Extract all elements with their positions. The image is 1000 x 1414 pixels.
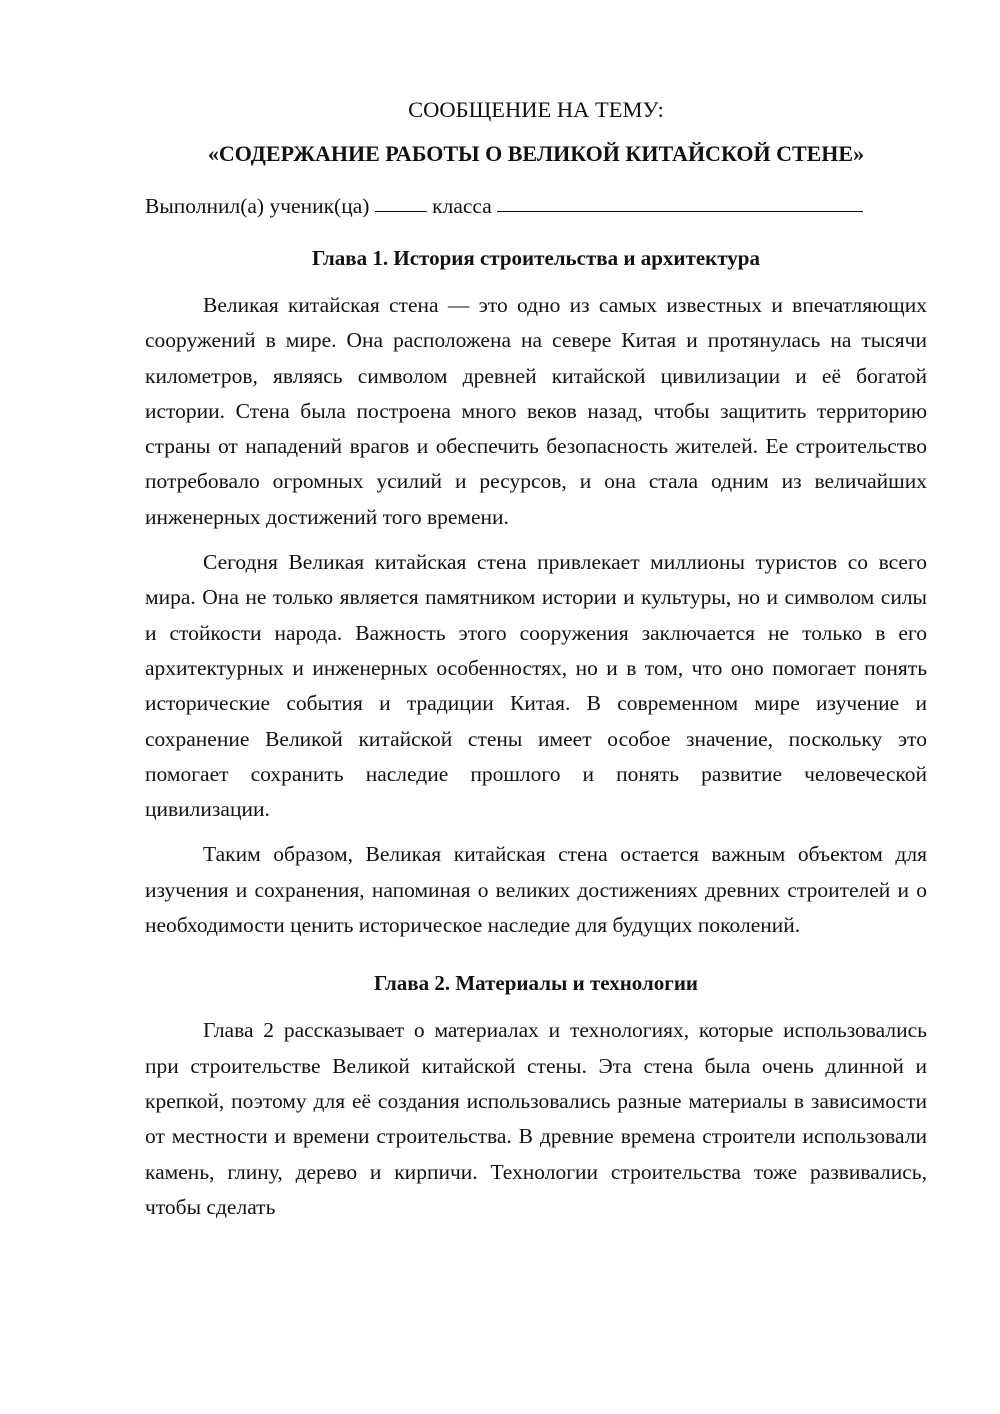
document-title: «СОДЕРЖАНИЕ РАБОТЫ О ВЕЛИКОЙ КИТАЙСКОЙ СТЕНЕ» (207, 141, 865, 166)
chapter-1-paragraph: Таким образом, Великая китайская стена остается важным объектом для изучения и сохранения, напоминая о великих достижениях древних строителей и о необходимости ценить историческое наследие для будущих поколений. (145, 842, 927, 938)
author-middle: класса (426, 194, 498, 218)
chapter-1-paragraph: Сегодня Великая китайская стена привлекает миллионы туристов со всего мира. Она не только является памятником истории и культуры, но и символом силы и стойкости народа. Важность этого сооружения заключается не только в его архитектурных и инженерных особенностях, но и в том, что оно помогает понять исторические события и традиции Китая. В современном мире изучение и сохранение Великой китайской стены имеет особое значение, поскольку это помогает сохранить наследие прошлого и понять развитие человеческой цивилизации. (145, 550, 927, 822)
class-blank (375, 211, 427, 212)
title-line-1: СООБЩЕНИЕ НА ТЕМУ: (408, 97, 664, 122)
author-line (145, 188, 927, 224)
chapter-1-paragraph: Великая китайская стена — это одно из самых известных и впечатляющих сооружений в мире. Она расположена на севере Китая и протянулась на тысячи километров, являясь символом древней китайской цивилизации и её богатой истории. Стена была построена много веков назад, чтобы защитить территорию страны от нападений врагов и обеспечить безопасность жителей. Ее строительство потребовало огромных усилий и ресурсов, и она стала одним из величайших инженерных достижений того времени. (145, 293, 927, 529)
document-content (145, 92, 927, 1225)
chapter-1-heading: Глава 1. История строительства и архитектура (312, 246, 760, 270)
name-blank (497, 211, 863, 212)
chapter-2-paragraph: Глава 2 рассказывает о материалах и технологиях, которые использовались при строительстве Великой китайской стены. Эта стена была очень длинной и крепкой, поэтому для её создания использовались разные материалы в зависимости от местности и времени строительства. В древние времена строители использовали камень, глину, дерево и кирпичи. Технологии строительства тоже развивались, чтобы сделать (145, 1018, 927, 1219)
author-prefix: Выполнил(а) ученик(ца) (145, 194, 375, 218)
chapter-2-heading: Глава 2. Материалы и технологии (373, 971, 699, 996)
